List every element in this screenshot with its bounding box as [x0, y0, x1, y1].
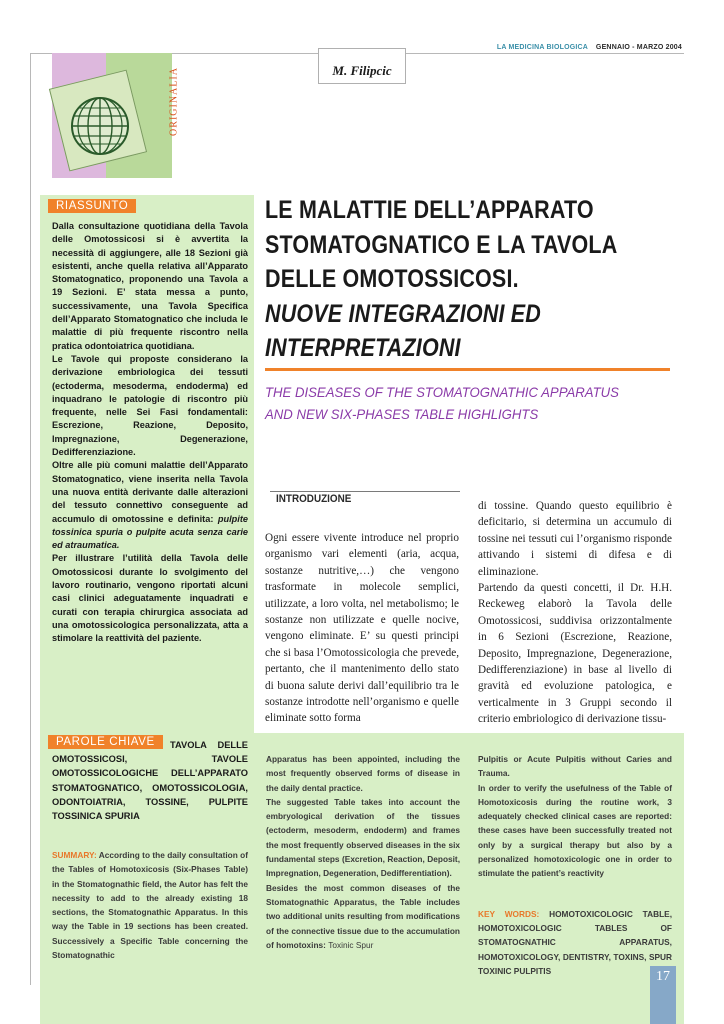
- article-title: [265, 193, 626, 366]
- key-words-text: HOMOTOXICOLOGIC TABLE, HOMOTOXICOLOGIC TABLES OF STOMATOGNATHIC APPARATUS, HOMOTOXICOLOGY, DENTISTRY, TOXINS, SPUR TOXINIC PULPITIS: [478, 908, 672, 976]
- running-header: [497, 44, 682, 51]
- riassunto-p3-italic: pulpite tossinica spuria o pulpite acuta senza carie ed atraumatica.: [52, 513, 248, 551]
- article-subtitle: [265, 381, 669, 425]
- riassunto-p4: Per illustrare l’utilità della Tavola delle Omotossicosi durante lo svolgimento del lavoro routinario, vengono riportati alcuni casi clinici adeguatamente inquadrati e curati con terapia chirurgica associata ad una omotossicologica personalizzata, atta a stimolare la reattività del paziente.: [52, 553, 248, 644]
- journal-name: LA MEDICINA BIOLOGICA: [496, 44, 588, 51]
- intro-heading: INTRODUZIONE: [276, 493, 352, 505]
- riassunto-p3-text: Oltre alle più comuni malattie dell’Apparato Stomatognatico, viene inserita nella Tavola una nuova entità derivante dalle alterazioni del tessuto connettivo conseguente ad accumulo di omotossine e definita:: [52, 460, 248, 524]
- page-number: 17: [650, 966, 676, 1024]
- riassunto-label: RIASSUNTO: [48, 199, 136, 213]
- intro-col1-text: Ogni essere vivente introduce nel proprio organismo vari elementi (aria, acqua, sostanze nutritive,…) che vengono trasformate in molecole semplici, utilizzate, a loro volta, nel metabolismo; le sostanze non utilizzate e quelle nocive, vengono eliminate. E’ su questi principi che si basa l’Omotossicologia che prevede, pertanto, che il mantenimento dello stato di buona salute derivi dall’equilibrio tra le sostanze introdotte nell’organismo e quelle eliminate sotto forma: [265, 532, 459, 725]
- parole-chiave-label: PAROLE CHIAVE: [48, 735, 163, 749]
- summary-text: [52, 848, 248, 962]
- subtitle-line-2: AND NEW SIX-PHASES TABLE HIGHLIGHTS: [265, 406, 539, 422]
- issue-date: GENNAIO - MARZO 2004: [595, 44, 682, 51]
- riassunto-p2: Le Tavole qui proposte considerano la derivazione embriologica dei tessuti (ectoderma, mesoderma, endoderma) ed inquadrano le patologie di riscontro più frequente, nelle Sei Fasi fondamentali: Escrezione, Reazione, Deposito, Impregnazione, Degenerazione, Dedifferenziazione.: [52, 353, 248, 458]
- summary-p3b: In order to verify the usefulness of the Table of Homotoxicosis during the routine work, 3 adequately checked clinical cases are reported: these cases have been successfully treated not only by a surgical therapy but also by a personalized homotoxicologic one in order to stimulate the patient’s reactivity: [478, 782, 672, 879]
- intro-column-2: [478, 498, 672, 728]
- summary-p2b: The suggested Table takes into account the embryological derivation of the tissues (ectoderm, mesoderm, endoderm) and frames the most frequently observed diseases in the six fundamental steps (Excretion, Reaction, Deposit, Impregnation, Degeneration, Dedifferentiation).: [266, 796, 460, 879]
- key-words: [478, 907, 672, 978]
- intro-column-1: [265, 530, 459, 727]
- parole-chiave-value: TAVOLA DELLE OMOTOSSICOSI, TAVOLE OMOTOSSICOLOGICHE DELL’APPARATO STOMATOGNATICO, OMOTOSSICOLOGIA, ODONTOIATRIA, TOSSINE, PULPITE TOSSINICA SPURIA: [52, 740, 248, 822]
- riassunto-p3: [52, 459, 248, 552]
- riassunto-text: [52, 220, 248, 646]
- riassunto-p1: Dalla consultazione quotidiana della Tavola delle Omotossicosi si è avvertita la necessità di aggiungere, alle 18 Sezioni già esistenti, anche quella relativa all’Apparato Stomatognatico, proponendo una Tavola a 19 Sezioni. E’ stata messa a punto, successivamente, una Tavola Specifica dell’Apparato Stomatognatico che includa le malattie di più frequente riscontro nella pratica odontoiatrica quotidiana.: [52, 221, 248, 351]
- title-line-5: INTERPRETAZIONI: [265, 334, 461, 362]
- summary-p2c-text: Besides the most common diseases of the Stomatognathic Apparatus, the Table includes two additional units resulting from modifications of the connective tissue due to the accumulation of homotoxins:: [266, 882, 460, 950]
- summary-p2c: [266, 881, 460, 952]
- subtitle-line-1: THE DISEASES OF THE STOMATOGNATHIC APPARATUS: [265, 384, 619, 400]
- parole-chiave-text: [52, 738, 248, 823]
- summary-label: SUMMARY:: [52, 850, 97, 860]
- intro-rule: [270, 491, 460, 492]
- summary-p2a: Apparatus has been appointed, including the most frequently observed forms of disease in the daily dental practice.: [266, 754, 460, 793]
- summary-p2d-text: Toxinic Spur: [328, 939, 374, 950]
- intro-col2-p2: Partendo da questi concetti, il Dr. H.H. Reckeweg elaborò la Tavola delle Omotossicosi, suddivisa orizzontalmente in 6 Sezioni (Escrezione, Reazione, Deposito, Impregnazione, Degenerazione, Dedifferenziazione) in base al livello di gravità ed evoluzione patologica, e verticalmente in 3 Gruppi secondo il criterio embriologico di derivazione tissu-: [478, 582, 672, 726]
- section-tag: ORIGINALIA: [168, 67, 180, 136]
- summary-p3a: Pulpitis or Acute Pulpitis without Caries and Trauma.: [478, 754, 672, 779]
- title-line-4: NUOVE INTEGRAZIONI ED: [265, 299, 541, 328]
- intro-col2-p1: di tossine. Quando questo equilibrio è deficitario, si determina un accumulo di tossine nei tessuti cui l’organismo risponde attivando i sistemi di difesa e di eliminazione.: [478, 500, 672, 578]
- globe-icon: [65, 91, 135, 161]
- summary-column-3: [478, 752, 672, 978]
- title-line-3: DELLE OMOTOSSICOSI.: [265, 265, 519, 293]
- summary-text-1: According to the daily consultation of the Tables of Homotoxicosis (Six-Phases Table) in the Stomatognathic field, the Autor has felt the necessity to add to the already existing 18 sections, the Stomatognathic Apparatus. In this way the Table in 19 sections has been created. Successively a Specific Table concerning the Stomatognathic: [52, 850, 248, 961]
- author-name: M. Filipcic: [332, 63, 392, 78]
- author-box: [318, 48, 406, 84]
- summary-column-2: [266, 752, 460, 952]
- title-rule: [265, 368, 670, 371]
- key-words-label: KEY WORDS:: [478, 908, 540, 919]
- title-line-1: LE MALATTIE DELL’APPARATO: [265, 196, 594, 224]
- title-line-2: STOMATOGNATICO E LA TAVOLA: [265, 230, 618, 259]
